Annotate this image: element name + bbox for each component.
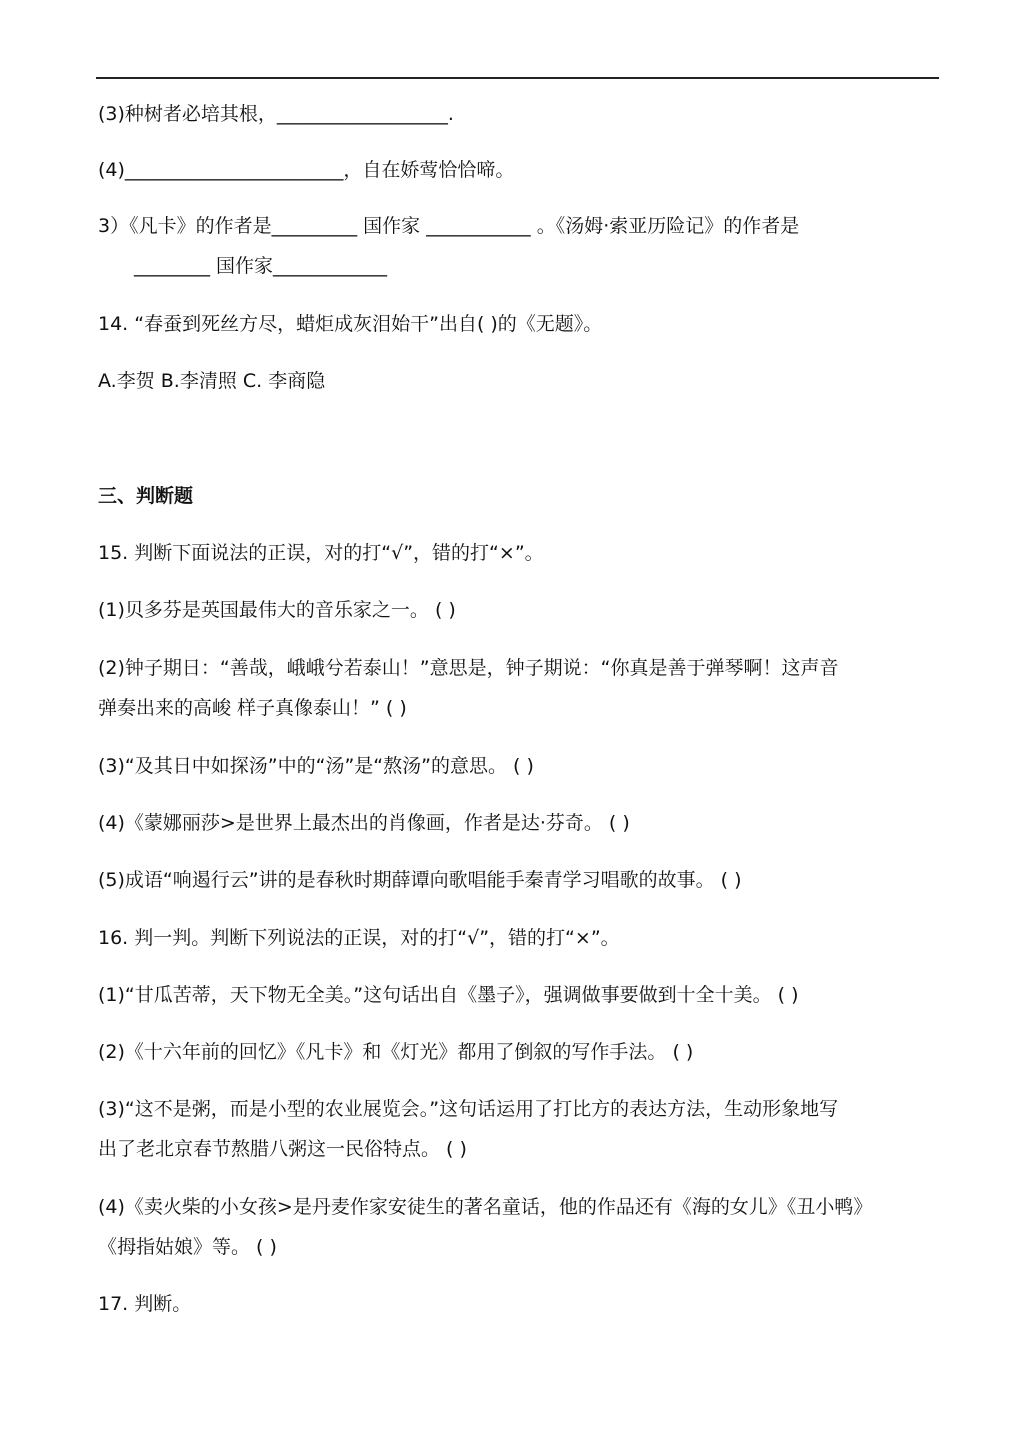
question-16-item-4-line-2: 《拇指姑娘》等。 ( ) (98, 1236, 277, 1258)
question-16: 16. 判一判。判断下列说法的正误，对的打“√”，错的打“×”。 (98, 927, 620, 949)
question-16-item-3-line-2: 出了老北京春节熬腊八粥这一民俗特点。 ( ) (98, 1138, 467, 1160)
question-15-item-2-line-1: (2)钟子期日：“善哉，峨峨兮若泰山！”意思是，钟子期说：“你真是善于弹琴啊！这声音 (98, 657, 839, 679)
question-15-item-2-line-2: 弹奏出来的高峻 样子真像泰山！” ( ) (98, 697, 407, 719)
header-rule (96, 77, 939, 79)
question-15-item-3: (3)“及其日中如探汤”中的“汤”是“熬汤”的意思。 ( ) (98, 755, 534, 777)
fill-blank-line-4: (4)_______________________，自在娇莺恰恰啼。 (98, 159, 515, 181)
question-15-item-4: (4)《蒙娜丽莎>是世界上最杰出的肖像画，作者是达·芬奇。 ( ) (98, 812, 630, 834)
question-16-item-1: (1)“甘瓜苦蒂，天下物无全美。”这句话出自《墨子》，强调做事要做到十全十美。 ( ) (98, 984, 799, 1006)
author-question-line-2: ________ 国作家____________ (134, 255, 388, 277)
question-15: 15. 判断下面说法的正误，对的打“√”，错的打“×”。 (98, 542, 544, 564)
author-question-line-1: 3）《凡卡》的作者是_________ 国作家 ___________ 。《汤姆·索亚历险记》的作者是 (98, 215, 800, 237)
question-14-options: A.李贺 B.李清照 C. 李商隐 (98, 370, 326, 392)
question-16-item-4-line-1: (4)《卖火柴的小女孩>是丹麦作家安徒生的著名童话，他的作品还有《海的女儿》《丑小鸭》 (98, 1196, 873, 1218)
question-15-item-5: (5)成语“响遏行云”讲的是春秋时期薛谭向歌唱能手秦青学习唱歌的故事。 ( ) (98, 869, 742, 891)
section-title-judgement: 三、判断题 (98, 485, 194, 507)
question-16-item-3-line-1: (3)“这不是粥，而是小型的农业展览会。”这句话运用了打比方的表达方法，生动形象地写 (98, 1098, 839, 1120)
question-14: 14. “春蚕到死丝方尽，蜡炬成灰泪始干”出自( )的《无题》。 (98, 313, 603, 335)
question-15-item-1: (1)贝多芬是英国最伟大的音乐家之一。 ( ) (98, 599, 456, 621)
fill-blank-line-3: (3)种树者必培其根，__________________. (98, 103, 454, 125)
question-16-item-2: (2)《十六年前的回忆》《凡卡》和《灯光》都用了倒叙的写作手法。 ( ) (98, 1041, 694, 1063)
question-17: 17. 判断。 (98, 1293, 192, 1315)
